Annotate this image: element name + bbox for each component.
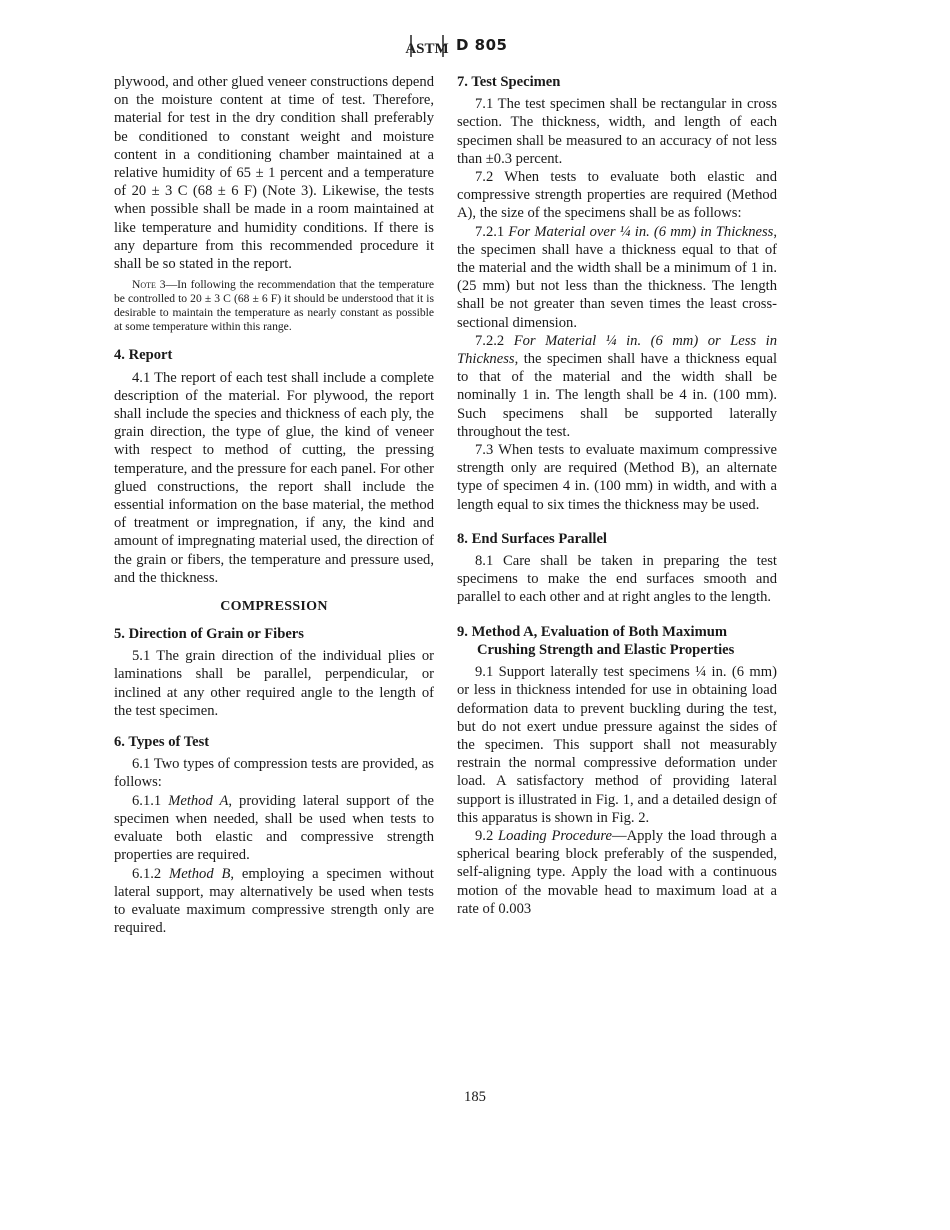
section-9-2-title: Loading Procedure: [498, 827, 612, 844]
section-9-2-text: —Apply the load through a spherical bearing block preferably of the suspended, self-aligning type. Apply the load with a continuous motion of the movable head to maximum load at a rate of 0.003: [457, 827, 777, 917]
section-7-2-2-text: , the specimen shall have a thickness equal to that of the material and the width shall be nominally 1 in. The length shall be 4 in. (100 mm). Such specimens shall be supported laterally throughout the test.: [457, 351, 777, 440]
section-9-2: [457, 827, 777, 918]
section-6-heading: 6. Types of Test: [114, 734, 210, 751]
section-8-heading: 8. End Surfaces Parallel: [457, 530, 607, 547]
section-7-2-2-title: For Material ¼ in. (6 mm) or Less in Thickness: [457, 332, 777, 368]
right-column: [457, 73, 777, 918]
section-7-2: 7.2 When tests to evaluate both elastic and compressive strength properties are required (Method A), the size of the specimens shall be as follows:: [457, 169, 777, 222]
section-7-2-1-title: For Material over ¼ in. (6 mm) in Thickness: [508, 223, 774, 240]
section-7-1: 7.1 The test specimen shall be rectangular in cross section. The thickness, width, and length of each specimen shall be measured to an accuracy of not less than ±0.3 percent.: [457, 96, 777, 167]
astm-logo: [405, 33, 449, 59]
section-6-1-1-title: Method A: [168, 792, 229, 809]
section-5-1: 5.1 The grain direction of the individual plies or laminations shall be parallel, perpendicular, or inclined at any other required angle to the length of the test specimen.: [114, 648, 434, 719]
section-7-heading: 7. Test Specimen: [457, 74, 561, 90]
astm-logo-text: ASTM: [405, 41, 449, 57]
section-6-1-2-number: 6.1.2: [132, 865, 162, 882]
section-6-1-2-text: , employing a specimen without lateral support, may alternatively be used when tests to evaluate maximum compressive strength only are required.: [114, 865, 434, 937]
section-9-heading: 9. Method A, Evaluation of Both Maximum Crushing Strength and Elastic Properties: [457, 623, 735, 658]
section-6-1-2: [114, 865, 434, 938]
page-number: 185: [464, 1089, 486, 1105]
section-7-3: 7.3 When tests to evaluate maximum compressive strength only are required (Method B), an alternate type of specimen 4 in. (100 mm) in width, and with a length equal to six times the thickness may be used.: [457, 442, 777, 513]
compression-heading: COMPRESSION: [220, 599, 328, 615]
section-5-heading: 5. Direction of Grain or Fibers: [114, 626, 304, 643]
section-7-2-1: [457, 223, 777, 332]
standard-designation: D 805: [456, 36, 508, 54]
section-6-1-1-number: 6.1.1: [132, 792, 162, 809]
page-header: [0, 33, 950, 59]
section-7-2-2: [457, 332, 777, 441]
section-7-2-1-number: 7.2.1: [475, 223, 505, 240]
section-7-2-2-number: 7.2.2: [475, 332, 505, 349]
section-9-1: 9.1 Support laterally test specimens ¼ in. (6 mm) or less in thickness intended for use in obtaining load deformation data to prevent buckling during the test, but do not exert undue pressure against the sides of the specimen. This support shall not measurably restrain the normal compressive deformation under load. A satisfactory method of providing lateral support is illustrated in Fig. 1, and a detailed design of this apparatus is shown in Fig. 2.: [457, 664, 777, 826]
intro-paragraph: plywood, and other glued veneer constructions depend on the moisture content at time of test. Therefore, material for test in the dry condition shall preferably be conditioned to constant weight and moisture content in a conditioning chamber maintained at a relative humidity of 65 ± 1 percent and a temperature of 20 ± 3 C (68 ± 6 F) (Note 3). Likewise, the tests when possible shall be made in a room maintained at like temperature and humidity conditions. If there is any departure from this recommended procedure it shall be so stated in the report.: [114, 74, 434, 273]
section-9-2-number: 9.2: [475, 827, 494, 844]
left-column: [114, 73, 434, 937]
section-7-2-1-text: , the specimen shall have a thickness equal to that of the material and the width shall be a minimum of 1 in. (25 mm) but not less than the thickness. The length shall be not greater than seven times the least cross-sectional dimension.: [457, 223, 777, 331]
section-6-1-1: [114, 792, 434, 865]
section-6-1-1-text: , providing lateral support of the specimen when needed, shall be used when tests to evaluate both elastic and compressive strength properties are required.: [114, 792, 434, 864]
section-4-1: 4.1 The report of each test shall include a complete description of the material. For plywood, the report shall include the species and thickness of each ply, the grain direction, the type of glue, the kind of veneer with respect to method of cutting, the pressing temperature, and the pressure for each panel. For other glued constructions, the report shall include the essential information on the base material, the method of treatment or impregnation, if any, the kind and amount of impregnating material used, the direction of the grain or fibers, the temperature and pressure used, and the thickness.: [114, 369, 434, 586]
note-3-label: Note 3: [132, 278, 166, 292]
section-6-1-2-title: Method B: [169, 865, 231, 882]
note-3: [114, 278, 434, 333]
section-4-heading: 4. Report: [114, 347, 173, 364]
note-3-text: —In following the recommendation that the temperature be controlled to 20 ± 3 C (68 ± 6 F) it should be understood that it is desirable to maintain the temperature as nearly constant as possible at some temperature within this range.: [114, 278, 434, 333]
section-8-1: 8.1 Care shall be taken in preparing the test specimens to make the end surfaces smooth and parallel to each other and at right angles to the length.: [457, 553, 777, 606]
section-6-1: 6.1 Two types of compression tests are provided, as follows:: [114, 756, 434, 791]
